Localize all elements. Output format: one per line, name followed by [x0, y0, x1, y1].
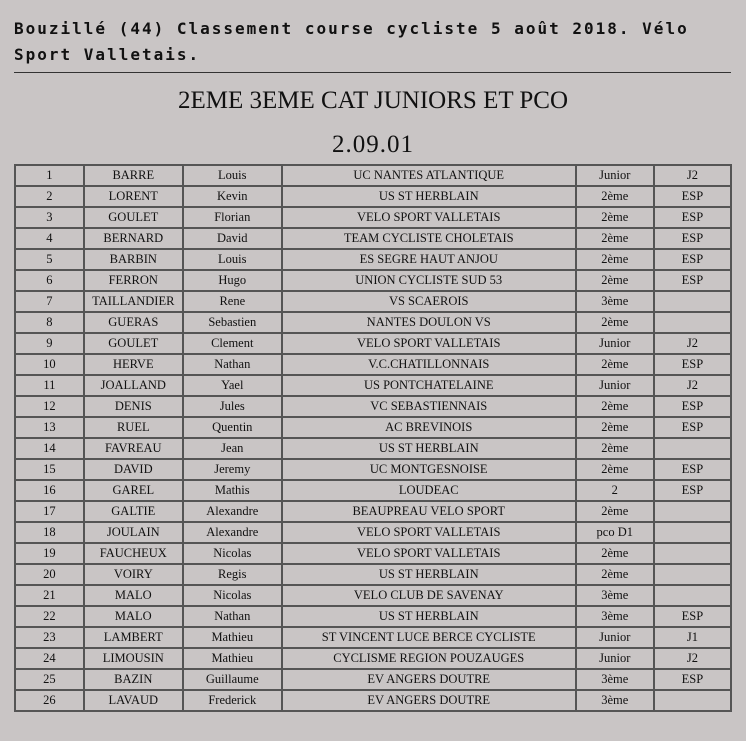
rank-cell: 20	[15, 564, 84, 585]
club-cell: EV ANGERS DOUTRE	[282, 669, 576, 690]
club-cell: AC BREVINOIS	[282, 417, 576, 438]
table-row	[15, 207, 731, 228]
table-row	[15, 291, 731, 312]
last-name-cell: BARBIN	[84, 249, 183, 270]
results-table	[14, 164, 732, 712]
rank-cell: 15	[15, 459, 84, 480]
last-name-cell: DENIS	[84, 396, 183, 417]
license-cell	[654, 291, 731, 312]
first-name-cell: Louis	[183, 165, 282, 186]
category-cell: 2ème	[576, 564, 654, 585]
last-name-cell: GALTIE	[84, 501, 183, 522]
category-cell: 3ème	[576, 669, 654, 690]
rank-cell: 5	[15, 249, 84, 270]
category-cell: 2ème	[576, 543, 654, 564]
club-cell: LOUDEAC	[282, 480, 576, 501]
license-cell: J2	[654, 165, 731, 186]
license-cell	[654, 543, 731, 564]
first-name-cell: Sebastien	[183, 312, 282, 333]
first-name-cell: Rene	[183, 291, 282, 312]
table-row	[15, 543, 731, 564]
first-name-cell: Mathieu	[183, 648, 282, 669]
last-name-cell: VOIRY	[84, 564, 183, 585]
club-cell: VELO SPORT VALLETAIS	[282, 543, 576, 564]
rank-cell: 22	[15, 606, 84, 627]
category-cell: 2ème	[576, 186, 654, 207]
category-cell: Junior	[576, 627, 654, 648]
license-cell	[654, 564, 731, 585]
category-cell: 3ème	[576, 291, 654, 312]
category-cell: 2ème	[576, 438, 654, 459]
last-name-cell: FERRON	[84, 270, 183, 291]
first-name-cell: Mathis	[183, 480, 282, 501]
table-row	[15, 606, 731, 627]
category-cell: 2ème	[576, 396, 654, 417]
last-name-cell: LIMOUSIN	[84, 648, 183, 669]
category-cell: 3ème	[576, 585, 654, 606]
license-cell	[654, 585, 731, 606]
category-cell: 2ème	[576, 312, 654, 333]
category-cell: 2ème	[576, 270, 654, 291]
rank-cell: 3	[15, 207, 84, 228]
license-cell: ESP	[654, 669, 731, 690]
first-name-cell: Frederick	[183, 690, 282, 711]
rank-cell: 1	[15, 165, 84, 186]
first-name-cell: Jeremy	[183, 459, 282, 480]
table-row	[15, 459, 731, 480]
license-cell: ESP	[654, 186, 731, 207]
last-name-cell: DAVID	[84, 459, 183, 480]
page-title: 2EME 3EME CAT JUNIORS ET PCO	[177, 87, 569, 114]
rank-cell: 14	[15, 438, 84, 459]
first-name-cell: Regis	[183, 564, 282, 585]
rank-cell: 16	[15, 480, 84, 501]
category-cell: Junior	[576, 333, 654, 354]
rank-cell: 2	[15, 186, 84, 207]
category-cell: Junior	[576, 165, 654, 186]
rank-cell: 24	[15, 648, 84, 669]
club-cell: VELO CLUB DE SAVENAY	[282, 585, 576, 606]
club-cell: VELO SPORT VALLETAIS	[282, 333, 576, 354]
club-cell: V.C.CHATILLONNAIS	[282, 354, 576, 375]
license-cell: ESP	[654, 354, 731, 375]
club-cell: US ST HERBLAIN	[282, 186, 576, 207]
first-name-cell: Louis	[183, 249, 282, 270]
table-row	[15, 354, 731, 375]
license-cell: ESP	[654, 207, 731, 228]
license-cell	[654, 312, 731, 333]
last-name-cell: GUERAS	[84, 312, 183, 333]
rank-cell: 8	[15, 312, 84, 333]
first-name-cell: Alexandre	[183, 501, 282, 522]
club-cell: CYCLISME REGION POUZAUGES	[282, 648, 576, 669]
table-row	[15, 438, 731, 459]
last-name-cell: MALO	[84, 585, 183, 606]
first-name-cell: Nicolas	[183, 585, 282, 606]
results-table-body	[15, 165, 731, 711]
page-subtitle: 2.09.01	[332, 131, 414, 158]
club-cell: VC SEBASTIENNAIS	[282, 396, 576, 417]
category-cell: 2ème	[576, 228, 654, 249]
club-cell: ST VINCENT LUCE BERCE CYCLISTE	[282, 627, 576, 648]
rank-cell: 26	[15, 690, 84, 711]
table-row	[15, 522, 731, 543]
table-row	[15, 333, 731, 354]
rank-cell: 11	[15, 375, 84, 396]
category-cell: 2ème	[576, 417, 654, 438]
last-name-cell: JOALLAND	[84, 375, 183, 396]
last-name-cell: BARRE	[84, 165, 183, 186]
table-row	[15, 480, 731, 501]
table-row	[15, 585, 731, 606]
club-cell: US ST HERBLAIN	[282, 564, 576, 585]
table-row	[15, 627, 731, 648]
last-name-cell: GOULET	[84, 333, 183, 354]
rank-cell: 6	[15, 270, 84, 291]
rank-cell: 13	[15, 417, 84, 438]
first-name-cell: Nathan	[183, 354, 282, 375]
license-cell: ESP	[654, 228, 731, 249]
table-row	[15, 501, 731, 522]
license-cell: ESP	[654, 270, 731, 291]
rank-cell: 9	[15, 333, 84, 354]
last-name-cell: LAMBERT	[84, 627, 183, 648]
category-cell: Junior	[576, 375, 654, 396]
category-cell: 2ème	[576, 249, 654, 270]
first-name-cell: Clement	[183, 333, 282, 354]
first-name-cell: Nathan	[183, 606, 282, 627]
first-name-cell: Florian	[183, 207, 282, 228]
category-cell: 3ème	[576, 690, 654, 711]
table-row	[15, 648, 731, 669]
license-cell	[654, 501, 731, 522]
first-name-cell: Quentin	[183, 417, 282, 438]
table-row	[15, 228, 731, 249]
first-name-cell: Yael	[183, 375, 282, 396]
category-cell: 2	[576, 480, 654, 501]
first-name-cell: Guillaume	[183, 669, 282, 690]
club-cell: US PONTCHATELAINE	[282, 375, 576, 396]
last-name-cell: BERNARD	[84, 228, 183, 249]
first-name-cell: Jules	[183, 396, 282, 417]
header-line-1: Bouzillé (44) Classement course cycliste 5 août 2018. Vélo	[14, 19, 689, 38]
license-cell	[654, 438, 731, 459]
category-cell: 3ème	[576, 606, 654, 627]
header-divider	[14, 72, 731, 73]
table-row	[15, 312, 731, 333]
last-name-cell: FAVREAU	[84, 438, 183, 459]
club-cell: UC MONTGESNOISE	[282, 459, 576, 480]
license-cell: ESP	[654, 480, 731, 501]
rank-cell: 18	[15, 522, 84, 543]
first-name-cell: Mathieu	[183, 627, 282, 648]
last-name-cell: BAZIN	[84, 669, 183, 690]
table-row	[15, 564, 731, 585]
first-name-cell: Nicolas	[183, 543, 282, 564]
last-name-cell: RUEL	[84, 417, 183, 438]
table-row	[15, 270, 731, 291]
club-cell: UNION CYCLISTE SUD 53	[282, 270, 576, 291]
table-row	[15, 249, 731, 270]
club-cell: VS SCAEROIS	[282, 291, 576, 312]
rank-cell: 7	[15, 291, 84, 312]
category-cell: pco D1	[576, 522, 654, 543]
last-name-cell: GOULET	[84, 207, 183, 228]
table-row	[15, 165, 731, 186]
license-cell: J2	[654, 375, 731, 396]
category-cell: 2ème	[576, 459, 654, 480]
last-name-cell: FAUCHEUX	[84, 543, 183, 564]
club-cell: EV ANGERS DOUTRE	[282, 690, 576, 711]
table-row	[15, 417, 731, 438]
last-name-cell: HERVE	[84, 354, 183, 375]
first-name-cell: Alexandre	[183, 522, 282, 543]
last-name-cell: TAILLANDIER	[84, 291, 183, 312]
club-cell: BEAUPREAU VELO SPORT	[282, 501, 576, 522]
page-header	[14, 16, 730, 68]
club-cell: US ST HERBLAIN	[282, 606, 576, 627]
rank-cell: 19	[15, 543, 84, 564]
first-name-cell: Jean	[183, 438, 282, 459]
last-name-cell: JOULAIN	[84, 522, 183, 543]
license-cell: ESP	[654, 459, 731, 480]
last-name-cell: LORENT	[84, 186, 183, 207]
club-cell: VELO SPORT VALLETAIS	[282, 207, 576, 228]
rank-cell: 23	[15, 627, 84, 648]
category-cell: Junior	[576, 648, 654, 669]
rank-cell: 12	[15, 396, 84, 417]
club-cell: UC NANTES ATLANTIQUE	[282, 165, 576, 186]
license-cell: ESP	[654, 249, 731, 270]
last-name-cell: MALO	[84, 606, 183, 627]
rank-cell: 17	[15, 501, 84, 522]
club-cell: TEAM CYCLISTE CHOLETAIS	[282, 228, 576, 249]
table-row	[15, 186, 731, 207]
category-cell: 2ème	[576, 354, 654, 375]
club-cell: NANTES DOULON VS	[282, 312, 576, 333]
table-row	[15, 690, 731, 711]
rank-cell: 25	[15, 669, 84, 690]
license-cell: ESP	[654, 606, 731, 627]
category-cell: 2ème	[576, 207, 654, 228]
category-cell: 2ème	[576, 501, 654, 522]
club-cell: VELO SPORT VALLETAIS	[282, 522, 576, 543]
first-name-cell: David	[183, 228, 282, 249]
first-name-cell: Kevin	[183, 186, 282, 207]
table-row	[15, 375, 731, 396]
license-cell: J2	[654, 333, 731, 354]
rank-cell: 4	[15, 228, 84, 249]
club-cell: ES SEGRE HAUT ANJOU	[282, 249, 576, 270]
club-cell: US ST HERBLAIN	[282, 438, 576, 459]
first-name-cell: Hugo	[183, 270, 282, 291]
table-row	[15, 396, 731, 417]
license-cell: J1	[654, 627, 731, 648]
license-cell	[654, 522, 731, 543]
last-name-cell: GAREL	[84, 480, 183, 501]
license-cell: J2	[654, 648, 731, 669]
rank-cell: 21	[15, 585, 84, 606]
table-row	[15, 669, 731, 690]
license-cell	[654, 690, 731, 711]
header-line-2: Sport Valletais.	[14, 45, 201, 64]
license-cell: ESP	[654, 417, 731, 438]
rank-cell: 10	[15, 354, 84, 375]
last-name-cell: LAVAUD	[84, 690, 183, 711]
license-cell: ESP	[654, 396, 731, 417]
